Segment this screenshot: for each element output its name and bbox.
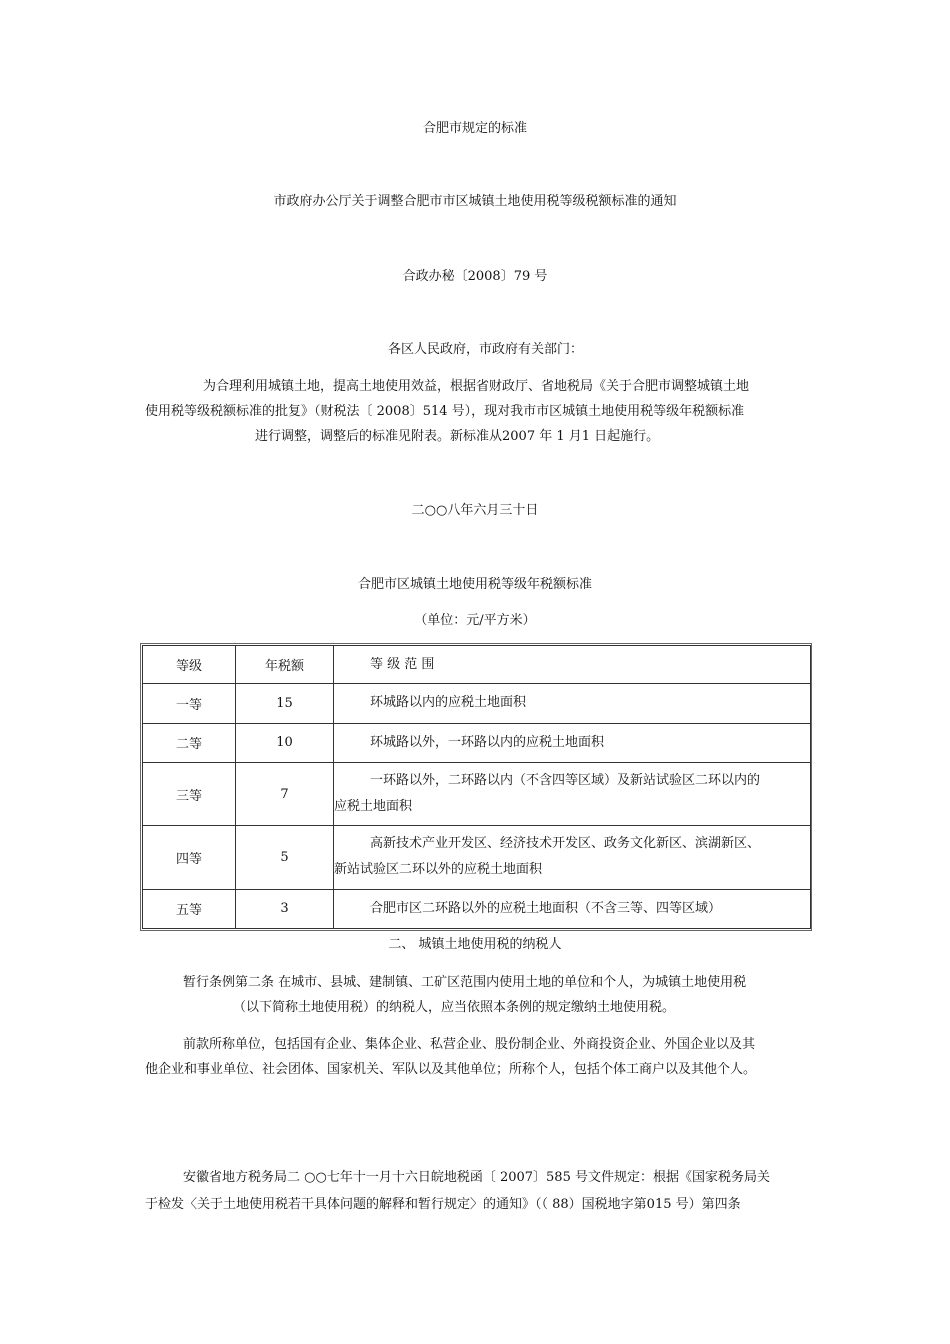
header-range: 等 级 范 围 — [334, 646, 811, 684]
table-row — [143, 889, 811, 928]
issue-date: 二○○八年六月三十日 — [411, 503, 539, 518]
table-row — [143, 723, 811, 762]
document-number: 合政办秘〔2008〕79 号 — [402, 269, 548, 284]
grade-cell: 一等 — [143, 684, 236, 723]
range-cell: 环城路以外，一环路以内的应税土地面积 — [334, 723, 811, 762]
range-cell: 高新技术产业开发区、经济技术开发区、政务文化新区、滨湖新区、 新站试验区二环以外的应税土地面积 — [334, 826, 811, 889]
table-title: 合肥市区城镇土地使用税等级年税额标准 — [357, 577, 592, 592]
header-amount: 年税额 — [236, 646, 334, 684]
grade-cell: 四等 — [143, 826, 236, 889]
grade-cell: 五等 — [143, 889, 236, 928]
page-title: 合肥市规定的标准 — [422, 121, 527, 136]
range-cell: 环城路以内的应税土地面积 — [334, 684, 811, 723]
amount-cell: 7 — [236, 762, 334, 825]
salutation: 各区人民政府，市政府有关部门： — [388, 342, 584, 357]
table-row — [143, 826, 811, 889]
amount-cell: 3 — [236, 889, 334, 928]
paragraph-line: 安徽省地方税务局二 ○○七年十一月十六日皖地税函〔 2007〕585 号文件规定：根据《国家税务局关 — [183, 1170, 770, 1185]
amount-cell: 10 — [236, 723, 334, 762]
table-row — [143, 684, 811, 723]
section-heading: 二、 城镇土地使用税的纳税人 — [388, 937, 562, 952]
paragraph-line: 前款所称单位，包括国有企业、集体企业、私营企业、股份制企业、外商投资企业、外国企业以及其 — [183, 1037, 756, 1052]
paragraph-line: 使用税等级税额标准的批复》（财税法〔 2008〕514 号），现对我市市区城镇土地使用税等级年税额标准 — [145, 404, 745, 419]
table-row — [143, 762, 811, 825]
paragraph-line: 暂行条例第二条 在城市、县城、建制镇、工矿区范围内使用土地的单位和个人，为城镇土地使用税 — [183, 975, 747, 990]
paragraph-line: 于检发〈关于土地使用税若干具体问题的解释和暂行规定〉的通知》（（ 88）国税地字第015 号）第四条 — [145, 1197, 741, 1212]
tax-rate-table — [142, 645, 811, 929]
amount-cell: 15 — [236, 684, 334, 723]
table-header-row — [143, 646, 811, 684]
paragraph-line: 进行调整，调整后的标准见附表。新标准从2007 年 1 月1 日起施行。 — [255, 429, 660, 444]
notice-title: 市政府办公厅关于调整合肥市市区城镇土地使用税等级税额标准的通知 — [273, 194, 677, 209]
header-grade: 等级 — [143, 646, 236, 684]
grade-cell: 二等 — [143, 723, 236, 762]
grade-cell: 三等 — [143, 762, 236, 825]
paragraph-line: 他企业和事业单位、社会团体、国家机关、军队以及其他单位；所称个人，包括个体工商户以及其他个人。 — [145, 1062, 757, 1077]
table-unit: （单位：元/平方米） — [414, 613, 536, 628]
paragraph-line: （以下简称土地使用税）的纳税人，应当依照本条例的规定缴纳土地使用税。 — [233, 1000, 676, 1015]
paragraph-line: 为合理利用城镇土地，提高土地使用效益，根据省财政厅、省地税局《关于合肥市调整城镇土地 — [203, 379, 750, 394]
amount-cell: 5 — [236, 826, 334, 889]
range-cell: 一环路以外，二环路以内（不含四等区域）及新站试验区二环以内的 应税土地面积 — [334, 762, 811, 825]
range-cell: 合肥市区二环路以外的应税土地面积（不含三等、四等区域） — [334, 889, 811, 928]
